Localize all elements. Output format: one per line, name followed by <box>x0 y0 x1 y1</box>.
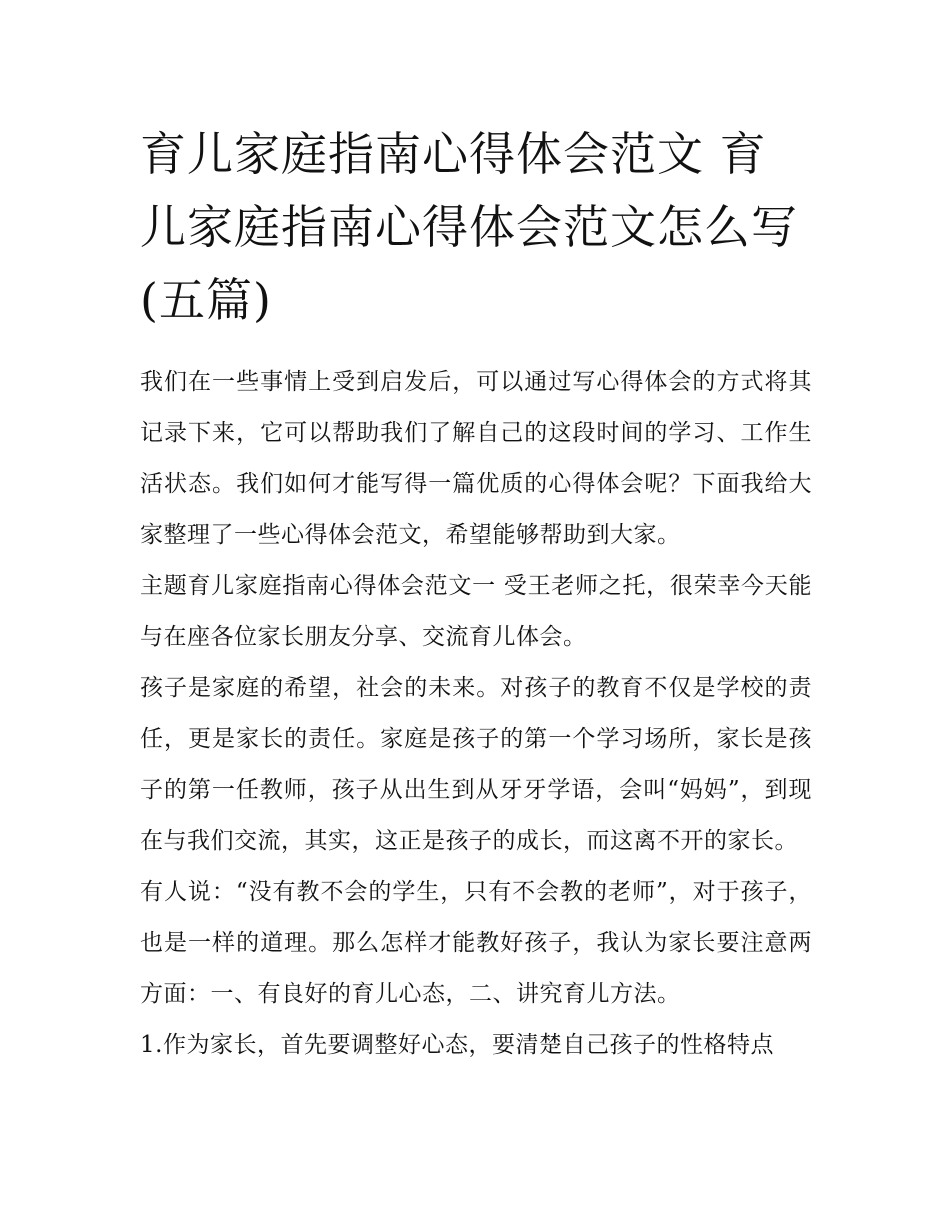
paragraph-saying: 有人说：“没有教不会的学生，只有不会教的老师”，对于孩子，也是一样的道理。那么怎样才能教好孩子，我认为家长要注意两方面：一、有良好的育儿心态，二、讲究育儿方法。 <box>140 879 812 1007</box>
document-content <box>140 118 812 1071</box>
paragraph-intro: 我们在一些事情上受到启发后，可以通过写心得体会的方式将其记录下来，它可以帮助我们了解自己的这段时间的学习、工作生活状态。我们如何才能写得一篇优质的心得体会呢？下面我给大家整理了一些心得体会范文，希望能够帮助到大家。 <box>140 369 812 548</box>
paragraph-family: 孩子是家庭的希望，社会的未来。对孩子的教育不仅是学校的责任，更是家长的责任。家庭是孩子的第一个学习场所，家长是孩子的第一任教师，孩子从出生到从牙牙学语，会叫“妈妈”，到现在与我们交流，其实，这正是孩子的成长，而这离不开的家长。 <box>140 675 812 854</box>
paragraph-topic: 主题育儿家庭指南心得体会范文一 受王老师之托，很荣幸今天能与在座各位家长朋友分享、交流育儿体会。 <box>140 573 812 650</box>
document-body <box>140 357 812 1071</box>
paragraph-point-one: 1.作为家长，首先要调整好心态，要清楚自己孩子的性格特点 <box>140 1032 774 1058</box>
document-title: 育儿家庭指南心得体会范文 育儿家庭指南心得体会范文怎么写(五篇) <box>140 127 798 327</box>
